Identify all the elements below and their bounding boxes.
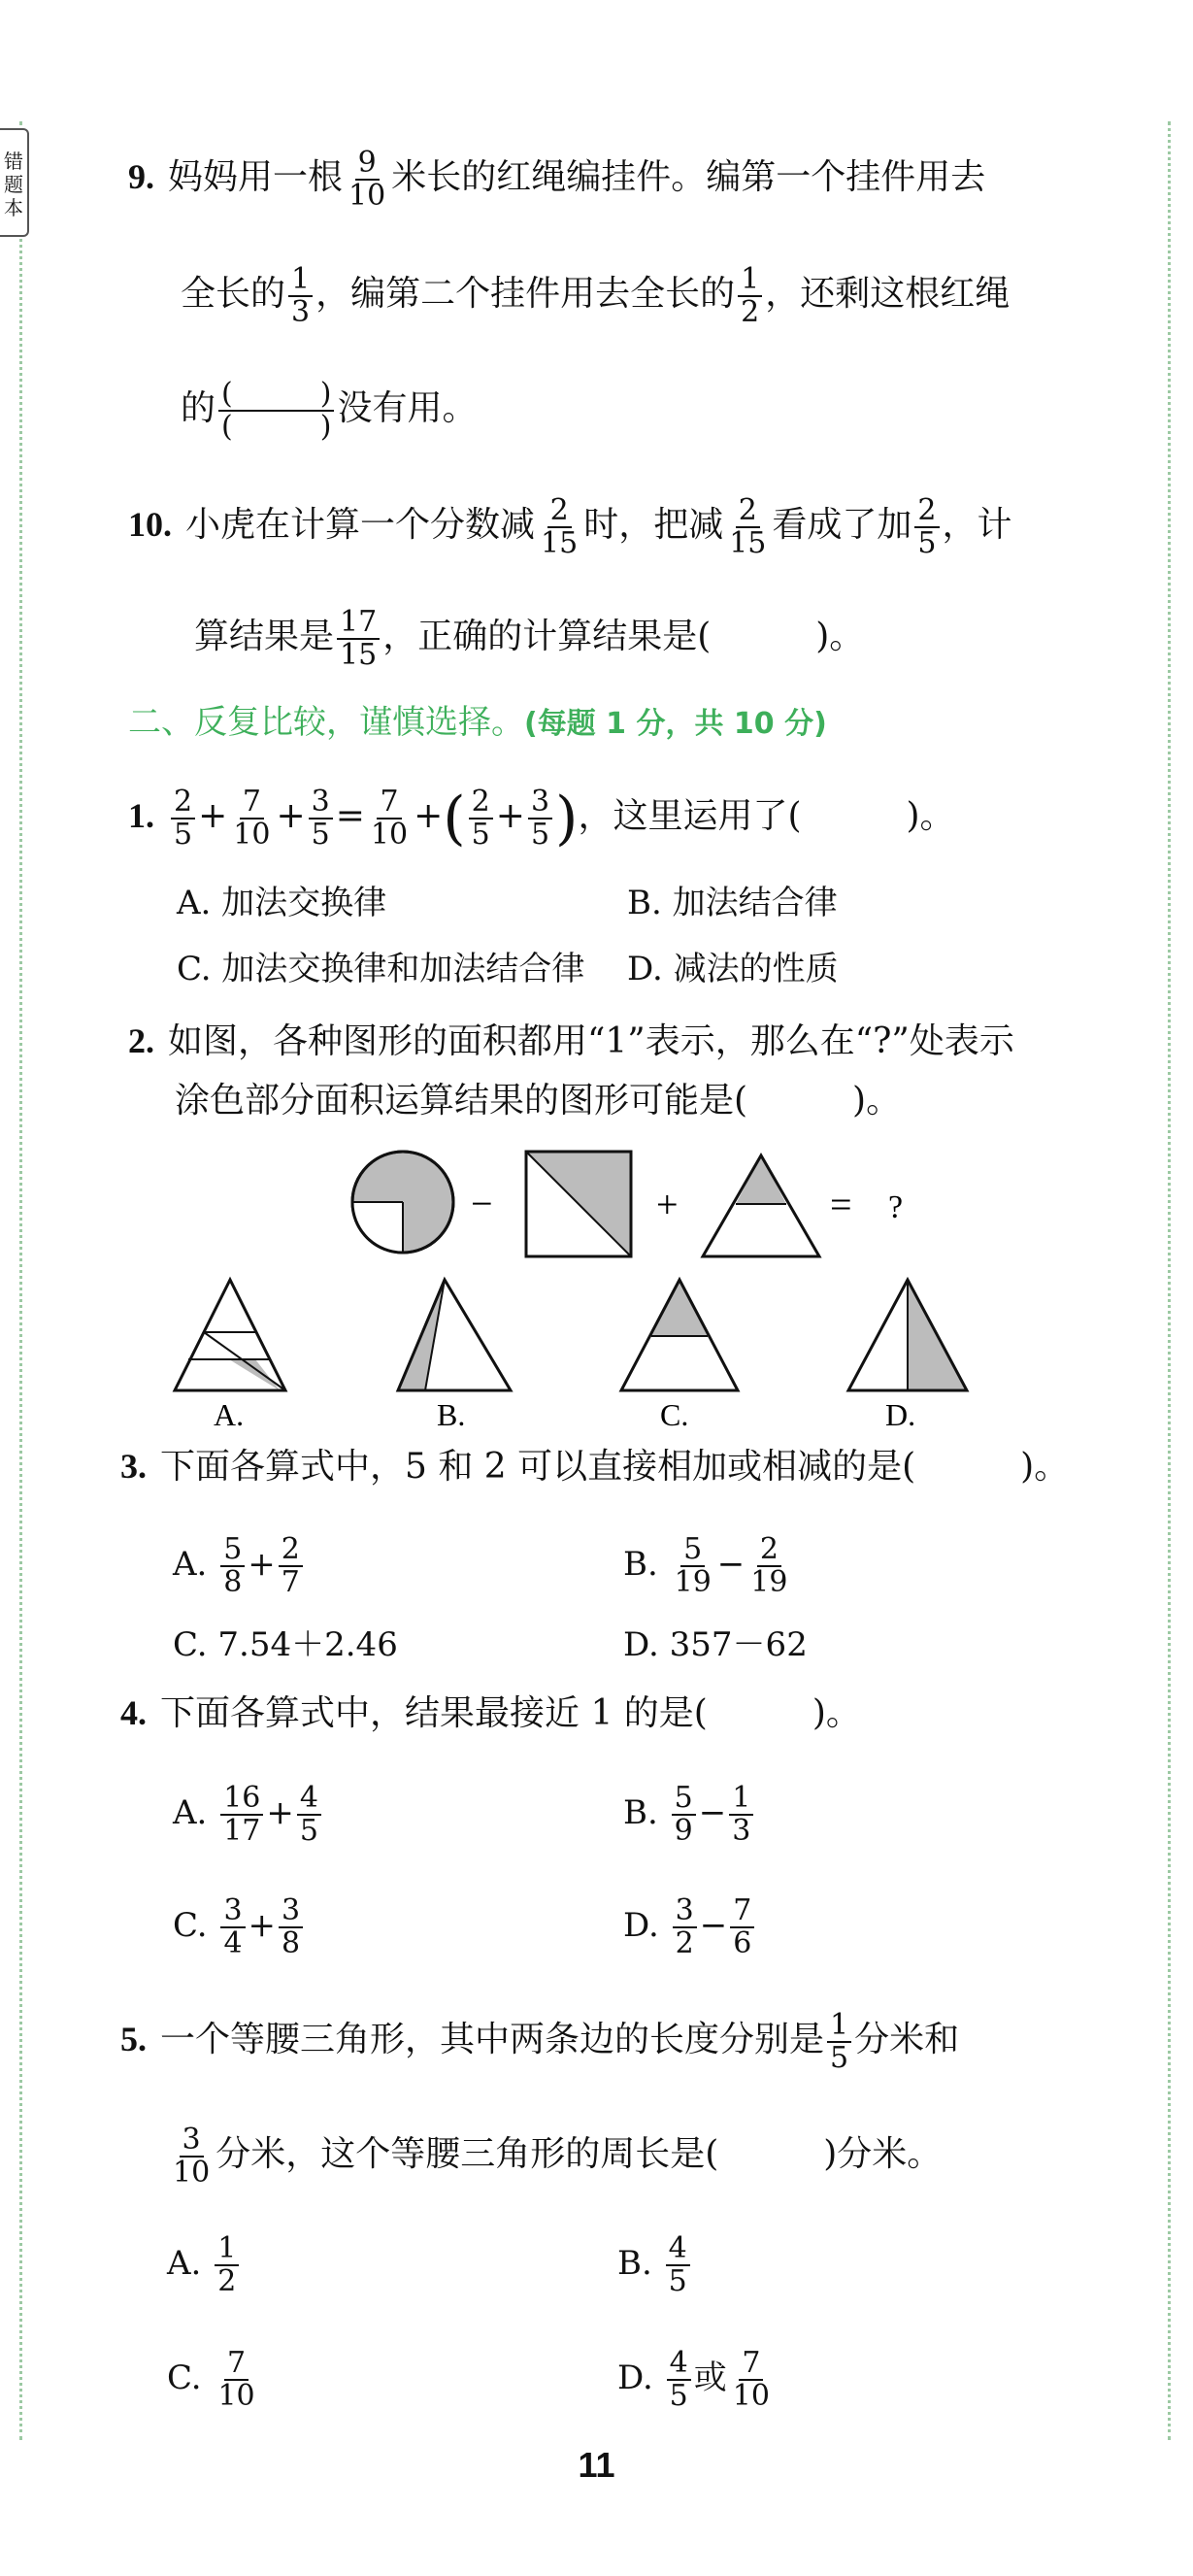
option-c[interactable]: C. 加法交换律和加法结合律 [177, 950, 585, 988]
fraction: $\frac{3}{4}$ [220, 1895, 245, 1959]
option-b[interactable]: B. $\frac{4}{5}$ [617, 2233, 693, 2297]
option-a[interactable]: A. $\frac{5}{8}$ + $\frac{2}{7}$ [173, 1534, 306, 1598]
choice-b-triangle[interactable] [398, 1280, 511, 1390]
option-c[interactable]: C. $\frac{3}{4}$ + $\frac{3}{8}$ [173, 1895, 306, 1959]
choice-question-3: 3. 下面各算式中，5 和 2 可以直接相加或相减的是( )。 [120, 1447, 1070, 1487]
option-a[interactable]: A. $\frac{16}{17}$ + $\frac{4}{5}$ [173, 1783, 324, 1847]
option-d[interactable]: D. 357－62 [623, 1625, 808, 1664]
fraction: $\frac{2}{5}$ [171, 786, 195, 851]
answer-blank[interactable]: ，正确的计算结果是( )。 [382, 617, 865, 656]
minus-sign: − [471, 1182, 493, 1225]
question-10-line-1: 10. 小虎在计算一个分数减 $\frac{2}{15}$ 时，把减 $\frac{2}{15}$ 看成了加 $\frac{2}{5}$ ，计 [128, 493, 1012, 560]
fraction: $\frac{3}{8}$ [279, 1895, 303, 1959]
left-margin-dotted-line [19, 121, 22, 2440]
equals-sign: = [830, 1183, 852, 1226]
choice-c-triangle[interactable] [621, 1280, 738, 1390]
option-b[interactable]: B. $\frac{5}{9}$ − $\frac{1}{3}$ [623, 1783, 756, 1847]
area-operation-figure [340, 1144, 922, 1260]
answer-blank-fraction[interactable]: $\frac{( )}{( )}$ [218, 379, 334, 443]
choice-a-label: A. [214, 1397, 245, 1432]
fraction: $\frac{1}{2}$ [738, 264, 762, 328]
question-9-line-2: 全长的 $\frac{1}{3}$ ，编第二个挂件用去全长的 $\frac{1}{2}$ ，还剩这根红绳 [181, 262, 1011, 329]
option-c[interactable]: C. $\frac{7}{10}$ [167, 2348, 261, 2412]
quarter-removed-circle-shape [352, 1152, 453, 1253]
option-d[interactable]: D. $\frac{4}{5}$ 或 $\frac{7}{10}$ [617, 2348, 776, 2412]
fraction: $\frac{7}{10}$ [217, 2346, 255, 2413]
option-d[interactable]: D. $\frac{3}{2}$ − $\frac{7}{6}$ [623, 1895, 757, 1959]
choice-question-5-line-2 [167, 2124, 942, 2189]
question-number: 9. [128, 157, 154, 196]
fraction: $\frac{3}{10}$ [173, 2123, 211, 2190]
choice-question-1: 1. $\frac{2}{5}$ + $\frac{7}{10}$ + $\frac{3}{5}$ = $\frac{7}{10}$ +( $\frac{2}{5}$ + $\frac{3}{5}$ )，这里运用了( )。 [128, 785, 955, 853]
half-shaded-square-shape [526, 1152, 631, 1256]
question-number: 10. [128, 505, 172, 544]
right-margin-dotted-line [1168, 121, 1171, 2440]
choice-question-2-line-1: 2. 如图，各种图形的面积都用“1”表示，那么在“?”处表示 [128, 1021, 1014, 1061]
fraction: $\frac{2}{19}$ [750, 1532, 788, 1599]
fraction: $\frac{4}{5}$ [667, 2348, 691, 2412]
answer-blank[interactable]: 涂色部分面积运算结果的图形可能是( )。 [175, 1081, 902, 1121]
choice-b-label: B. [437, 1397, 466, 1432]
question-9-line-1: 9. 妈妈用一根 $\frac{9}{10}$ 米长的红绳编挂件。编第一个挂件用去 [128, 146, 986, 213]
fraction: $\frac{5}{9}$ [672, 1783, 696, 1847]
choice-d-triangle[interactable] [848, 1280, 967, 1390]
fraction: $\frac{2}{7}$ [279, 1534, 303, 1598]
answer-blank[interactable]: 分米，这个等腰三角形的周长是( )分米。 [215, 2134, 943, 2174]
fraction: $\frac{2}{15}$ [729, 493, 767, 560]
option-a[interactable]: A. 加法交换律 [177, 884, 387, 922]
fraction: $\frac{7}{10}$ [233, 785, 271, 852]
option-b[interactable]: B. 加法结合律 [627, 884, 838, 922]
fraction: $\frac{7}{10}$ [732, 2346, 770, 2413]
answer-choice-figures [165, 1272, 990, 1435]
fraction: $\frac{2}{15}$ [541, 493, 579, 560]
option-c[interactable]: C. 7.54＋2.46 [173, 1625, 398, 1664]
fraction: $\frac{17}{15}$ [337, 607, 380, 671]
fraction: $\frac{2}{5}$ [469, 786, 493, 851]
question-10-line-2: 算结果是 $\frac{17}{15}$ ，正确的计算结果是( )。 [194, 605, 865, 672]
fraction: $\frac{7}{6}$ [730, 1895, 754, 1959]
plus-sign: + [656, 1183, 679, 1226]
answer-blank[interactable]: 下面各算式中，5 和 2 可以直接相加或相减的是( )。 [160, 1447, 1070, 1487]
fraction: $\frac{4}{5}$ [297, 1783, 321, 1847]
fraction: $\frac{2}{5}$ [914, 495, 939, 559]
fraction: $\frac{4}{5}$ [666, 2233, 690, 2297]
fraction: $\frac{5}{8}$ [220, 1534, 245, 1598]
question-mark: ? [888, 1189, 904, 1225]
option-b[interactable]: B. $\frac{5}{19}$ − $\frac{2}{19}$ [623, 1534, 793, 1598]
fraction: $\frac{3}{5}$ [309, 786, 333, 851]
answer-blank[interactable]: ，这里运用了( )。 [578, 796, 955, 836]
choice-question-4: 4. 下面各算式中，结果最接近 1 的是( )。 [120, 1693, 861, 1733]
fraction: $\frac{1}{3}$ [288, 264, 313, 328]
error-notebook-tab: 错题本 [0, 128, 29, 237]
choice-question-5-line-1: 5. 一个等腰三角形，其中两条边的长度分别是 $\frac{1}{5}$ 分米和 [120, 2008, 960, 2075]
fraction: $\frac{7}{10}$ [370, 785, 409, 852]
answer-blank[interactable]: 下面各算式中，结果最接近 1 的是( )。 [160, 1693, 861, 1733]
fraction: $\frac{1}{3}$ [729, 1783, 753, 1847]
top-shaded-triangle-shape [703, 1155, 819, 1256]
fraction: $\frac{1}{2}$ [215, 2233, 239, 2297]
option-d[interactable]: D. 减法的性质 [627, 950, 839, 988]
fraction: $\frac{3}{2}$ [673, 1895, 697, 1959]
fraction: $\frac{5}{19}$ [674, 1532, 712, 1599]
choice-question-2-line-2 [175, 1080, 901, 1122]
fraction: $\frac{9}{10}$ [348, 146, 386, 213]
question-9-line-3: 的 $\frac{( )}{( )}$ 没有用。 [181, 377, 478, 444]
option-a[interactable]: A. $\frac{1}{2}$ [167, 2233, 242, 2297]
fraction: $\frac{3}{5}$ [528, 786, 552, 851]
choice-d-label: D. [885, 1397, 916, 1432]
choice-c-label: C. [660, 1397, 689, 1432]
section-2-header: 二、反复比较，谨慎选择。(每题 1 分，共 10 分) [128, 703, 827, 742]
fraction: $\frac{16}{17}$ [220, 1783, 263, 1847]
choice-a-triangle[interactable] [175, 1280, 285, 1390]
page-number: 11 [578, 2445, 615, 2485]
fraction: $\frac{1}{5}$ [827, 2010, 851, 2074]
